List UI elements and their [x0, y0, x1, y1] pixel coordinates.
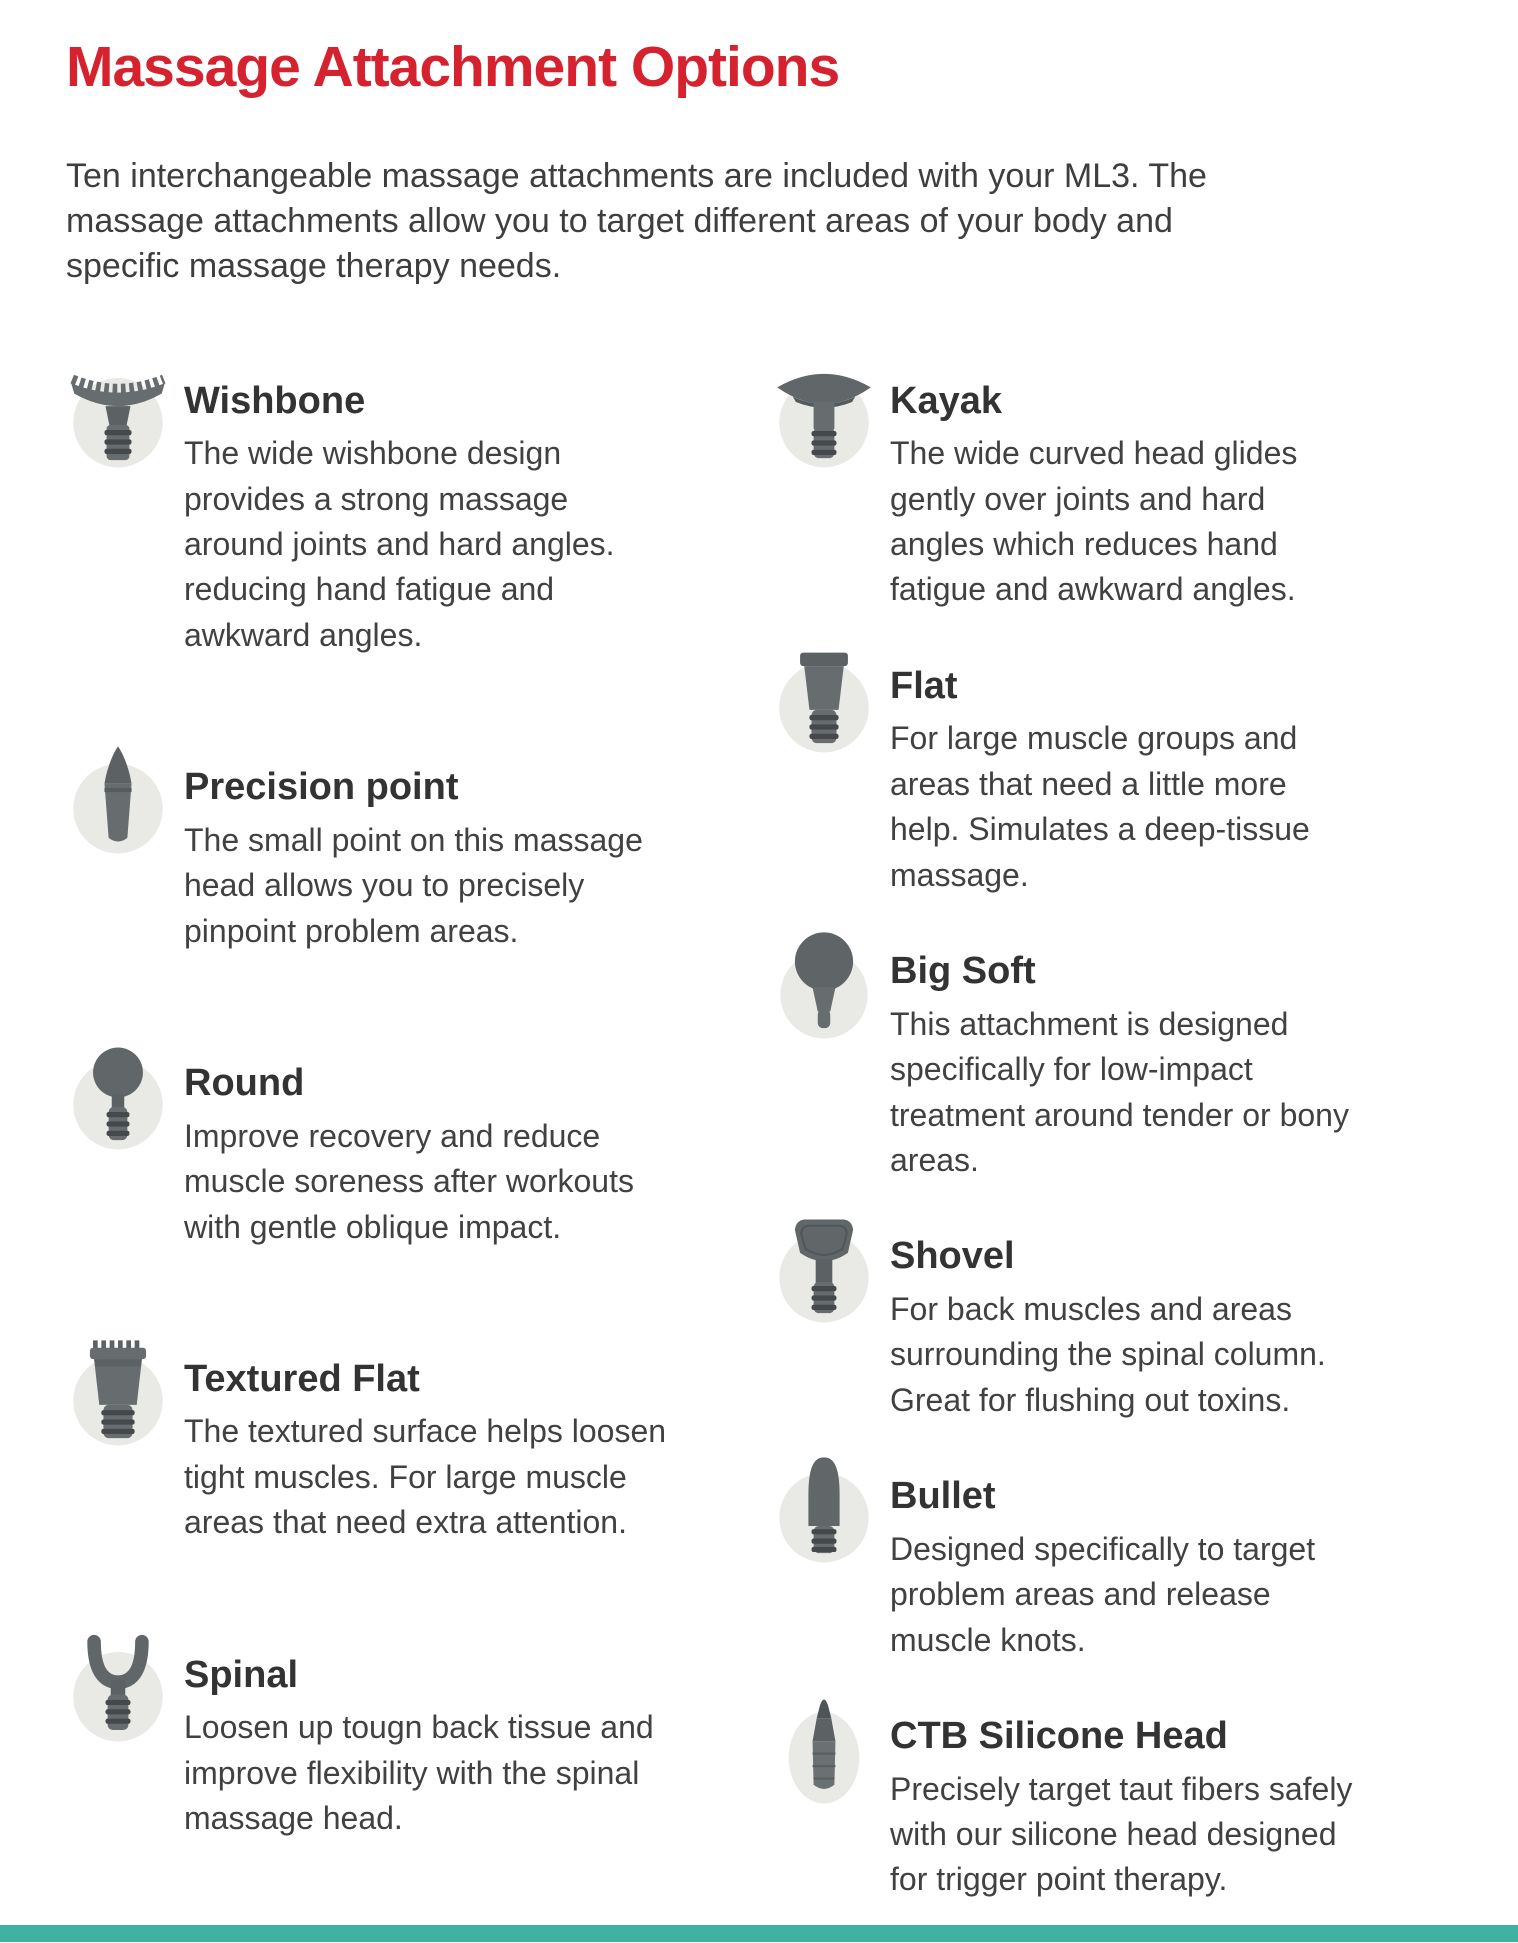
ctb-silicone-head-icon	[772, 1689, 890, 1814]
round-icon	[66, 1036, 184, 1161]
bullet-icon	[772, 1449, 890, 1574]
attachment-title: Round	[184, 1062, 305, 1105]
attachment-item	[772, 1463, 1432, 1663]
attachment-title: Spinal	[184, 1653, 299, 1696]
attachment-description: The textured surface helps loosen tight muscles. For large muscle areas that need extra attention.	[184, 1413, 667, 1541]
attachment-title: CTB Silicone Head	[890, 1715, 1228, 1758]
attachment-description: This attachment is designed specifically for low-impact treatment around tender or bony areas.	[890, 1005, 1349, 1178]
attachment-title: Flat	[890, 664, 958, 707]
attachment-item	[772, 653, 1432, 898]
attachment-column-right	[772, 368, 1432, 1943]
attachment-item	[66, 1642, 772, 1842]
footer-accent-bar	[0, 1925, 1518, 1942]
attachment-title: Shovel	[890, 1235, 1015, 1278]
attachment-description: Loosen up tougn back tissue and improve flexibility with the spinal massage head.	[184, 1709, 654, 1837]
attachment-grid	[66, 368, 1478, 1943]
attachment-description: The small point on this massage head allows you to precisely pinpoint problem areas.	[184, 821, 643, 949]
attachment-item	[772, 938, 1432, 1183]
attachment-item	[66, 368, 772, 659]
precision-point-icon	[66, 740, 184, 865]
big-soft-icon	[772, 924, 890, 1049]
textured-flat-icon	[66, 1332, 184, 1457]
attachment-description: For large muscle groups and areas that need a little more help. Simulates a deep-tissue massage.	[890, 720, 1310, 893]
kayak-icon	[772, 354, 890, 479]
wishbone-icon	[66, 354, 184, 479]
attachment-item	[66, 754, 772, 954]
attachment-title: Bullet	[890, 1475, 996, 1518]
flat-icon	[772, 639, 890, 764]
spinal-icon	[66, 1628, 184, 1753]
attachment-item	[772, 1223, 1432, 1423]
attachment-title: Precision point	[184, 766, 459, 809]
attachment-column-left	[66, 368, 772, 1943]
attachment-title: Textured Flat	[184, 1357, 420, 1400]
attachment-description: For back muscles and areas surrounding the spinal column. Great for flushing out toxins.	[890, 1290, 1326, 1418]
page-title: Massage Attachment Options	[66, 35, 840, 99]
attachment-title: Kayak	[890, 379, 1002, 422]
attachment-item	[66, 1050, 772, 1250]
attachment-item	[772, 368, 1432, 613]
intro-paragraph: Ten interchangeable massage attachments are included with your ML3. The massage attachments allow you to target different areas of your body and specific massage therapy needs.	[66, 157, 1207, 286]
attachment-title: Wishbone	[184, 379, 366, 422]
attachment-description: Improve recovery and reduce muscle soreness after workouts with gentle oblique impact.	[184, 1117, 634, 1245]
shovel-icon	[772, 1209, 890, 1334]
attachment-item	[66, 1346, 772, 1546]
attachment-description: Designed specifically to target problem areas and release muscle knots.	[890, 1530, 1316, 1658]
attachment-item	[772, 1703, 1432, 1903]
attachment-description: The wide wishbone design provides a strong massage around joints and hard angles. reducing hand fatigue and awkward angles.	[184, 435, 615, 653]
attachment-title: Big Soft	[890, 950, 1036, 993]
attachment-description: The wide curved head glides gently over joints and hard angles which reduces hand fatigue and awkward angles.	[890, 435, 1298, 608]
attachment-description: Precisely target taut fibers safely with our silicone head designed for trigger point therapy.	[890, 1770, 1353, 1898]
